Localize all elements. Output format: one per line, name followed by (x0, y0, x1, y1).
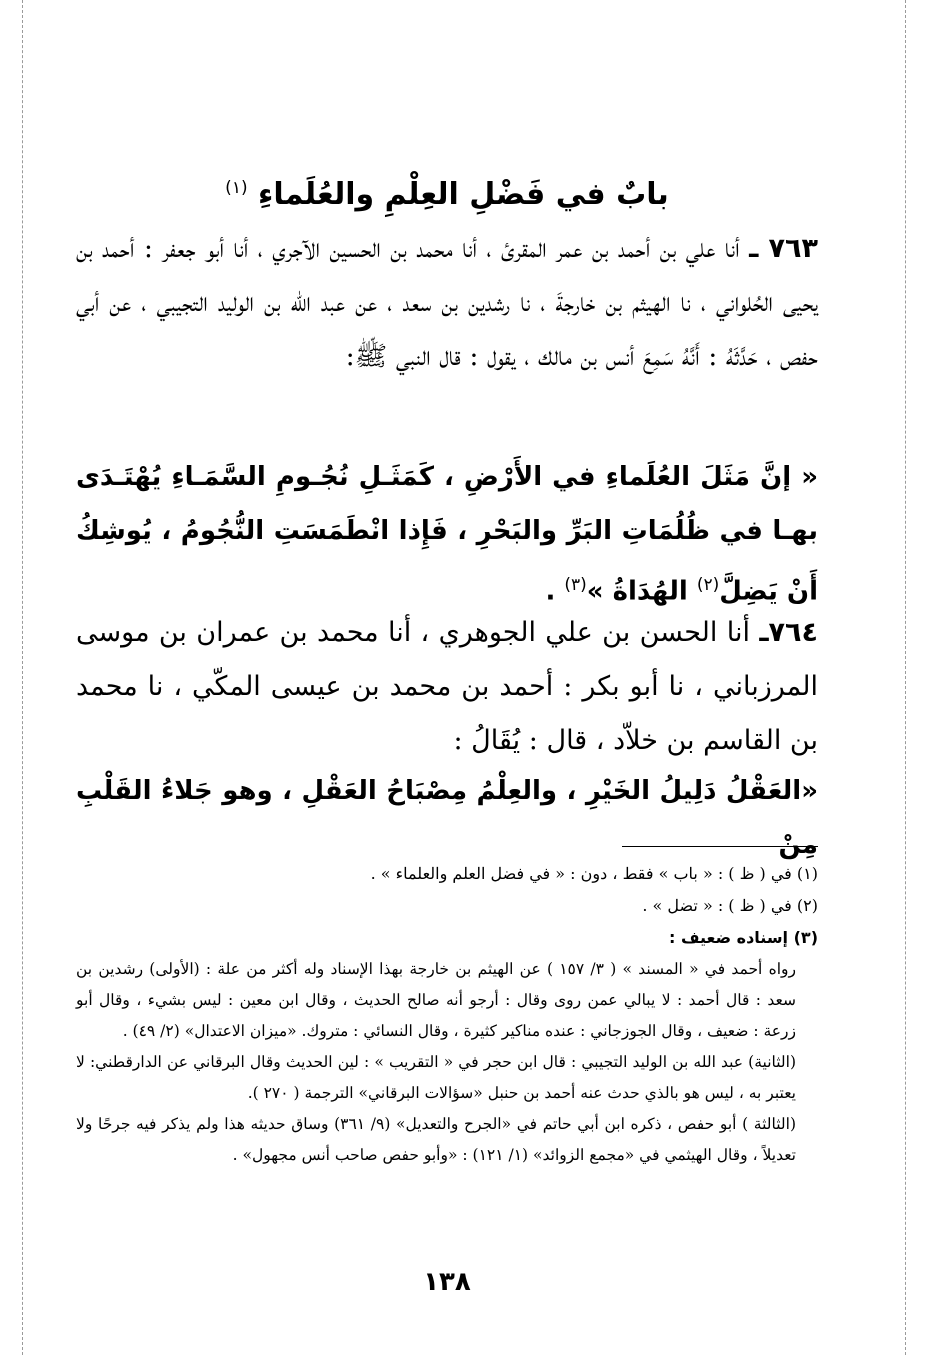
isnad-764: أنا الحسن بن علي الجوهري ، أنا محمد بن عمران بن موسى المرزباني ، نا أبو بكر : أحمد بن محمد بن عيسى المكّي ، نا محمد بن القاسم بن خلاّد ، قال : يُقَالُ : (76, 617, 818, 756)
quote-764 (76, 764, 818, 872)
hadith-number-764: ٧٦٤ـ (759, 617, 818, 648)
hadith-text-763 (76, 450, 818, 619)
footnote-3-title: (٣) إسناده ضعيف : (669, 928, 818, 947)
footnote-1: (١) في ( ظ ) : « باب » فقط ، دون : « في فضل العلم والعلماء » . (370, 864, 818, 883)
footnote-3-second: (الثانية) عبد الله بن الوليد التجيبي : قال ابن حجر في « التقريب » : لين الحديث وقال البرقاني عن الدارقطني: لا يعتبر به ، ليس هو بالذي حدث عنه أحمد بن حنبل «سؤالات البرقاني» الترجمة ( ٢٧٠ ). (76, 1053, 796, 1102)
footnote-3-third: (الثالثة ) أبو حفص ، ذكره ابن أبي حاتم في «الجرح والتعديل» (٩/ ٣٦١) وساق حديثه هذا ولم يذكر فيه جرحًا ولا تعديلاً ، وقال الهيثمي في «مجمع الزوائد» (١/ ١٢١) : «وأبو حفص صاحب أنس مجهول» . (76, 1115, 796, 1164)
footnote-divider (622, 846, 818, 847)
paragraph-763 (76, 222, 818, 384)
hadith-number-763: ٧٦٣ ـ (749, 233, 818, 264)
quote-764-text: «العَقْلُ دَلِيلُ الخَيْرِ ، والعِلْمُ مِصْبَاحُ العَقْلِ ، وهو جَلاءُ القَلْبِ مِنْ (76, 776, 818, 860)
chapter-heading (76, 158, 818, 225)
chapter-title: بابٌ في فَضْلِ العِلْمِ والعُلَماءِ (258, 177, 669, 212)
footnote-ref-1: (١) (225, 178, 248, 198)
hadith-matn-tail: الهُدَاةُ » (586, 576, 688, 607)
paragraph-764 (76, 606, 818, 768)
footnote-3-body: رواه أحمد في « المسند » ( ٣/ ١٥٧ ) عن الهيثم بن خارجة بهذا الإسناد وله أكثر من علة : (الأولى) رشدين بن سعد : قال أحمد : لا يبالي عمن روى وقال : أرجو أنه صالح الحديث ، وقال ابن معين : ليس بشيء ، وقال أبو زرعة : ضعيف ، وقال الجوزجاني : عنده مناكير كثيرة ، وقال النسائي : متروك. «ميزان الاعتدال» (٢/ ٤٩) . (76, 960, 796, 1040)
page-number: ١٣٨ (423, 1267, 471, 1297)
footnote-ref-3: (٣) (564, 575, 587, 595)
book-page (76, 0, 818, 1355)
footnotes (76, 858, 818, 1171)
scan-edge-left (22, 0, 23, 1355)
hadith-matn: « إنَّ مَثَلَ العُلَماءِ في الأَرْضِ ، كَمَثَـلِ نُجُـومِ السَّمَـاءِ يُهْتَـدَى بهـا في ظُلُمَاتِ البَرِّ والبَحْرِ ، فَإِذا انْطَمَسَتِ النُّجُومُ ، يُوشِكُ أَنْ يَضِلَّ (76, 462, 818, 607)
hadith-end-mark: . (545, 576, 565, 607)
isnad-763: أنا علي بن أحمد بن عمر المقرئ ، أنا محمد بن الحسين الآجري ، أنا أبو جعفر : أحمد بن يحيى الحُلواني ، نا الهيثم بن خارجةَ ، نا رشدين بن سعد ، عن عبد الله بن الوليد التجيبي ، عن أبي حفص ، حَدَّثَهُ : أَنَّهُ سَمِعَ أنس بن مالك ، يقول : قال النبي ﷺ: (76, 233, 818, 372)
footnote-ref-2: (٢) (696, 575, 720, 595)
scan-edge-right (905, 0, 906, 1355)
footnote-2: (٢) في ( ظ ) : « تضل » . (642, 896, 818, 915)
